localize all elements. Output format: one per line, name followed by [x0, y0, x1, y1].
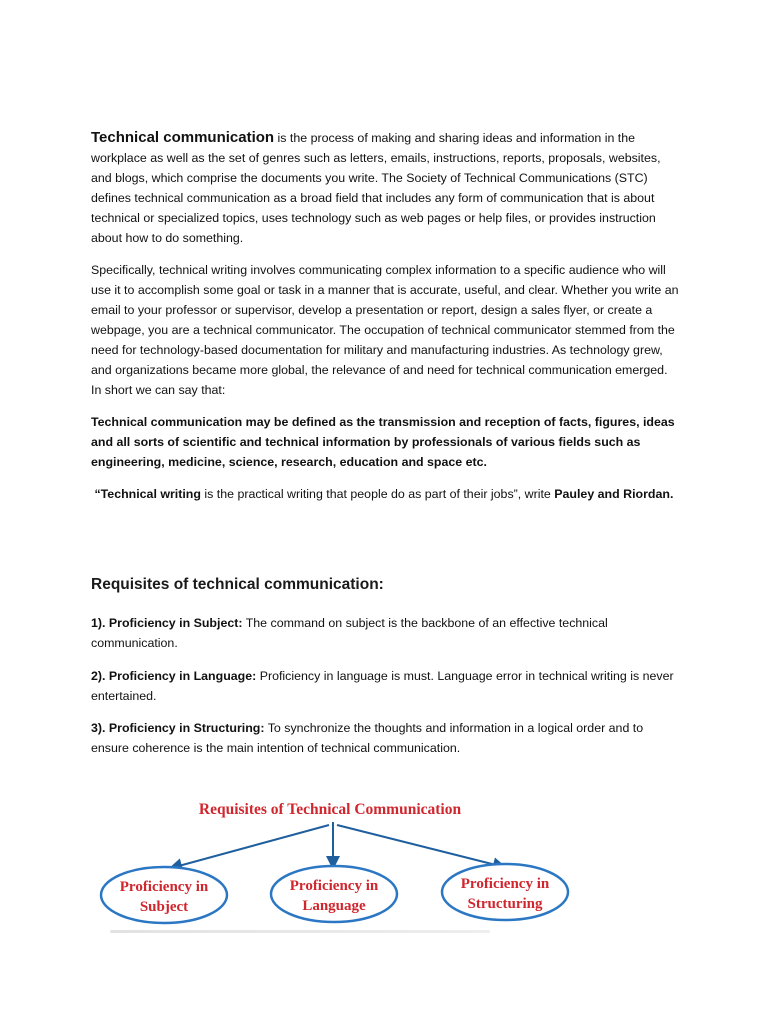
- cropped-text-remnant: [110, 930, 490, 933]
- quote-paragraph: [91, 484, 681, 504]
- diagram-node-line2: Language: [302, 898, 366, 914]
- requisite-text: Proficiency in language is must. Language error in technical writing is never entertained.: [91, 669, 674, 703]
- diagram-title: Requisites of Technical Communication: [198, 801, 462, 818]
- requisites-diagram: [95, 793, 575, 933]
- quote-middle: is the practical writing that people do as part of their jobs”, write: [200, 487, 555, 501]
- diagram-node-line2: Structuring: [467, 896, 543, 912]
- intro-paragraph: [91, 128, 681, 248]
- quote-open: “: [94, 487, 101, 501]
- diagram-node-line2: Subject: [139, 899, 189, 915]
- specifically-paragraph: Specifically, technical writing involves communicating complex information to a specific audience who will use it to accomplish some goal or task in a manner that is accurate, useful, and clear. Whether you write an email to your professor or supervisor, develop a presentation or report, design a sales flyer, or create a webpage, you are a technical communicator. The occupation of technical communicator stemmed from the need for technology-based documentation for military and manufacturing industries. As technology grew, and organizations became more global, the relevance of and need for technical communication emerged. In short we can say that:: [91, 263, 679, 397]
- intro-text: is the process of making and sharing ideas and information in the workplace as well as the set of genres such as letters, emails, instructions, reports, proposals, websites, and blogs, which comprise the documents you write. The Society of Technical Communications (STC) defines technical communication as a broad field that includes any form of communication that is about technical or specialized topics, uses technology such as web pages or help files, or provides instruction about how to do something.: [91, 131, 661, 245]
- requisite-item-language: [91, 666, 681, 706]
- requisite-item-subject: [91, 613, 681, 653]
- definition-paragraph: [91, 412, 681, 472]
- requisite-label: 3). Proficiency in Structuring:: [91, 721, 265, 735]
- requisite-item-structuring: [91, 718, 681, 758]
- requisite-label: 1). Proficiency in Subject:: [91, 616, 243, 630]
- diagram-node-line1: Proficiency in: [289, 878, 379, 894]
- quote-term: Technical writing: [100, 487, 201, 501]
- quote-authors: Pauley and Riordan.: [554, 487, 674, 501]
- requisites-heading: Requisites of technical communication:: [91, 576, 384, 593]
- diagram-node-line1: Proficiency in: [460, 876, 550, 892]
- diagram-node-line1: Proficiency in: [119, 879, 209, 895]
- diagram-arrow-right: [337, 825, 500, 866]
- requisite-text: To synchronize the thoughts and information in a logical order and to ensure coherence is the main intention of technical communication.: [91, 721, 644, 755]
- diagram-arrow-left: [175, 825, 329, 867]
- intro-term: Technical communication: [91, 129, 275, 146]
- document-body: [91, 128, 681, 504]
- definition-text: Technical communication may be defined as the transmission and reception of facts, figures, ideas and all sorts of scientific and technical information by professionals of various fields such as engineering, medicine, science, research, education and space etc.: [91, 415, 675, 469]
- requisites-diagram-svg: [95, 793, 575, 933]
- requisite-text: The command on subject is the backbone of an effective technical communication.: [91, 616, 608, 650]
- requisite-label: 2). Proficiency in Language:: [91, 669, 257, 683]
